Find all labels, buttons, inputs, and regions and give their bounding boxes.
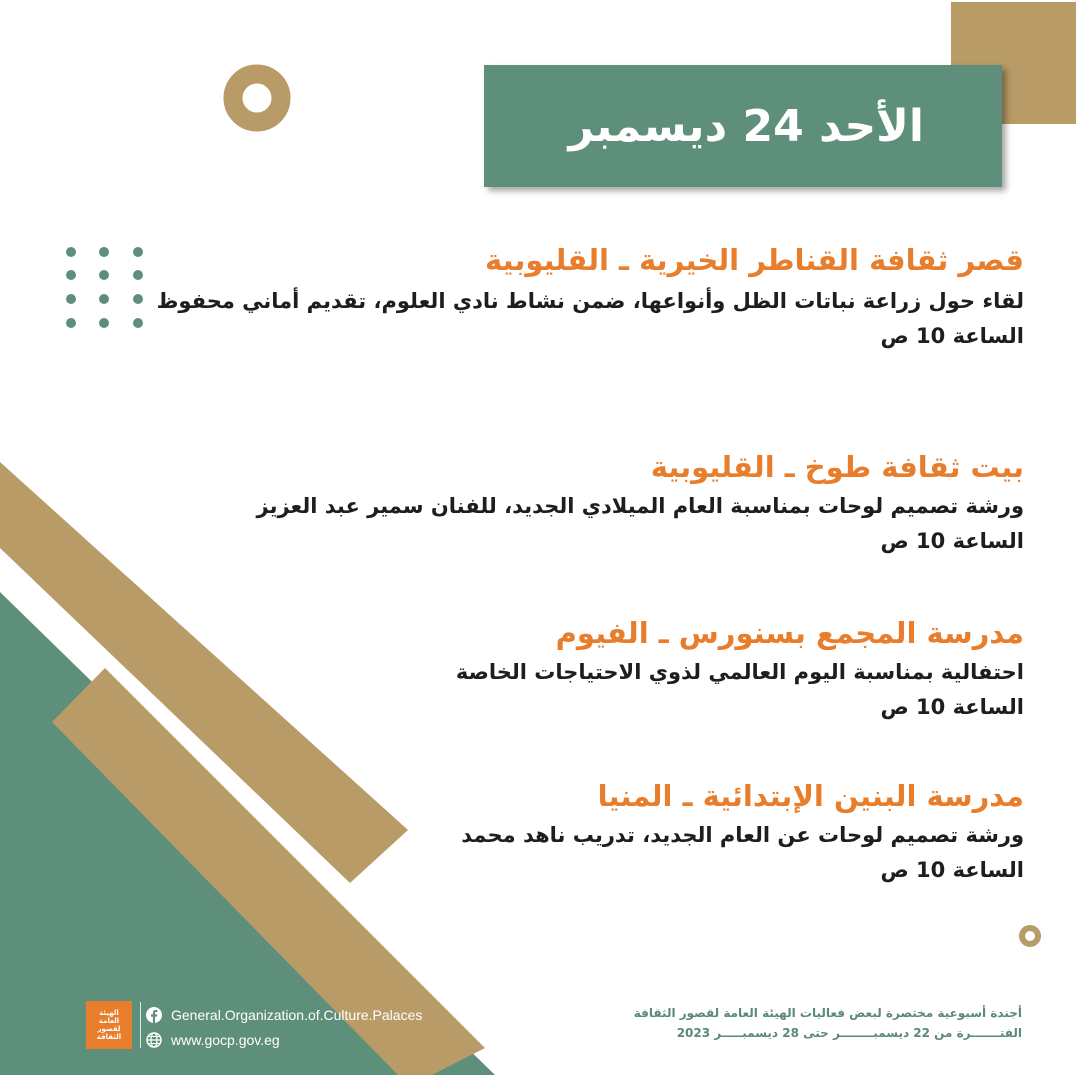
- event-venue: قصر ثقافة القناطر الخيرية ـ القليوبية: [485, 243, 1024, 277]
- gold-ring-decoration: [233, 74, 281, 122]
- small-gold-ring: [1022, 928, 1038, 944]
- event-description: احتفالية بمناسبة اليوم العالمي لذوي الاحتياجات الخاصة: [455, 660, 1024, 684]
- event-venue: مدرسة البنين الإبتدائية ـ المنيا: [597, 779, 1024, 813]
- agenda-line: أجندة أسبوعية مختصرة لبعض فعاليات الهيئة العامة لقصور الثقافة: [633, 1006, 1022, 1020]
- event-description: لقاء حول زراعة نباتات الظل وأنواعها، ضمن نشاط نادي العلوم، تقديم أماني محفوظ: [156, 289, 1024, 313]
- date-header: [484, 65, 1002, 187]
- event-time: الساعة 10 ص: [880, 695, 1024, 719]
- footer-links: [146, 1004, 422, 1054]
- event-time: الساعة 10 ص: [880, 858, 1024, 882]
- event-venue: مدرسة المجمع بسنورس ـ الفيوم: [555, 616, 1024, 650]
- globe-icon: [146, 1032, 162, 1048]
- organization-logo: [86, 1001, 132, 1049]
- website-link[interactable]: [146, 1029, 422, 1051]
- event-item: [144, 776, 1024, 888]
- facebook-icon: [146, 1007, 162, 1023]
- website-url: www.gocp.gov.eg: [171, 1032, 280, 1048]
- facebook-page-name: General.Organization.of.Culture.Palaces: [171, 1007, 423, 1023]
- event-item: [144, 447, 1024, 559]
- event-description: ورشة تصميم لوحات بمناسبة العام الميلادي الجديد، للفنان سمير عبد العزيز: [256, 494, 1024, 518]
- event-item: [144, 613, 1024, 725]
- logo-text: الهيئة العامة لقصور الثقافة: [96, 1009, 122, 1041]
- facebook-link[interactable]: [146, 1004, 422, 1026]
- period-line: الفتـــــــرة من 22 ديسمبــــــــر حتى 28 ديسمبـــــر 2023: [676, 1026, 1022, 1040]
- event-venue: بيت ثقافة طوخ ـ القليوبية: [650, 450, 1024, 484]
- agenda-info: [602, 1003, 1022, 1043]
- footer-divider: [140, 1002, 141, 1048]
- event-item: [144, 240, 1024, 354]
- dots-grid-decoration: [66, 247, 143, 328]
- event-time: الساعة 10 ص: [880, 529, 1024, 553]
- date-title: الأحد 24 ديسمبر: [568, 100, 924, 152]
- event-time: الساعة 10 ص: [880, 324, 1024, 348]
- event-description: ورشة تصميم لوحات عن العام الجديد، تدريب ناهد محمد: [461, 823, 1024, 847]
